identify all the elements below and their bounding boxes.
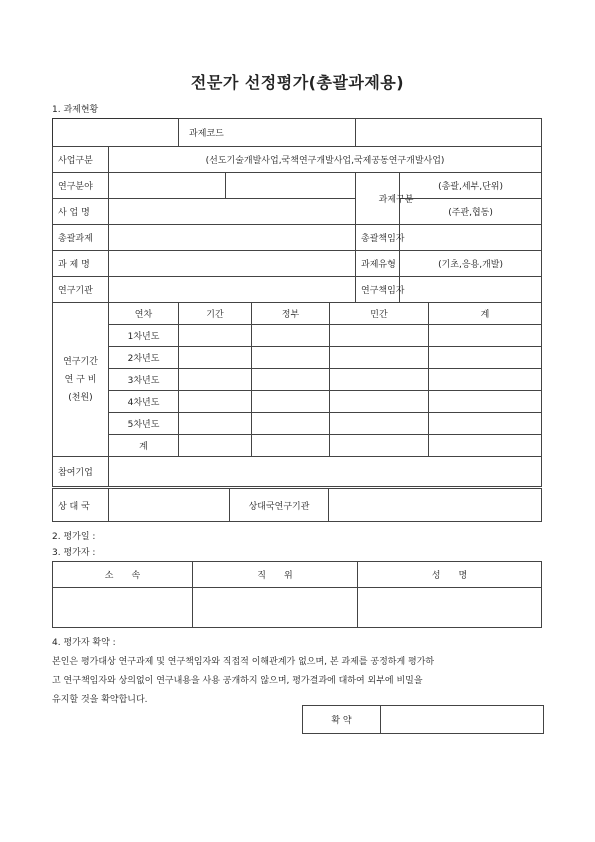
year-label: 5차년도 (109, 413, 179, 435)
cost-label: 연 구 비 (64, 374, 97, 385)
task-kind-options[interactable]: (기초,응용,개발) (400, 251, 542, 277)
project-type-label: 사업구분 (53, 147, 109, 173)
col-government: 정부 (252, 303, 330, 325)
task-kind-label: 과제유형 (356, 251, 400, 277)
main-lead-label: 총괄책임자 (356, 225, 400, 251)
cell-total[interactable] (429, 347, 542, 369)
row-partner (53, 489, 542, 522)
pledge-line: 고 연구책임자와 상의없이 연구내용을 사용 공개하지 않으며, 평가결과에 대하여 외부에 비밀을 (52, 676, 423, 686)
period-cost-label (53, 303, 109, 457)
cost-row-1 (53, 325, 542, 347)
researcher-lead-value[interactable] (400, 277, 542, 303)
row-project-name (53, 199, 542, 225)
year-label: 2차년도 (109, 347, 179, 369)
evaluator-heading: 3. 평가자 : (52, 548, 96, 558)
cell-private[interactable] (330, 347, 429, 369)
position-field[interactable] (193, 588, 358, 628)
year-label: 1차년도 (109, 325, 179, 347)
cost-row-4 (53, 391, 542, 413)
section-overview-heading: 1. 과제현황 (52, 105, 99, 115)
cell-gov[interactable] (252, 325, 330, 347)
name-field[interactable] (358, 588, 542, 628)
cell-total[interactable] (429, 391, 542, 413)
partner-country-label: 상 대 국 (53, 489, 109, 522)
cost-header-row (53, 303, 542, 325)
cell-private[interactable] (330, 369, 429, 391)
row-task-name (53, 251, 542, 277)
main-task-label: 총괄과제 (53, 225, 109, 251)
year-label: 3차년도 (109, 369, 179, 391)
cell-period[interactable] (179, 325, 252, 347)
pledge-text (52, 653, 545, 710)
col-private: 민간 (330, 303, 429, 325)
row-project-type (53, 147, 542, 173)
research-field-value[interactable] (109, 173, 226, 199)
pledge-sign-label: 확 약 (303, 706, 381, 734)
participants-value[interactable] (109, 457, 542, 487)
evaluation-date-label: 2. 평가일 : (52, 532, 96, 542)
task-category-label-cell (356, 173, 414, 225)
pledge-sign-field[interactable] (381, 706, 544, 734)
project-type-options[interactable]: (선도기술개발사업,국책연구개발사업,국제공동연구개발사업) (109, 147, 542, 173)
participants-label: 참여기업 (53, 457, 109, 487)
cost-row-2 (53, 347, 542, 369)
col-affiliation: 소 속 (53, 562, 193, 588)
pledge-line: 유지할 것을 확약합니다. (52, 695, 148, 705)
row-participants (53, 457, 542, 487)
pledge-heading: 4. 평가자 확약 : (52, 638, 116, 648)
partner-table (52, 488, 542, 522)
institution-label: 연구기관 (53, 277, 109, 303)
cell-gov[interactable] (252, 369, 330, 391)
cell-private[interactable] (330, 391, 429, 413)
task-code-field[interactable] (356, 119, 542, 147)
page-title: 전문가 선정평가(총괄과제용) (190, 73, 405, 92)
main-lead-value[interactable] (400, 225, 542, 251)
research-field-label: 연구분야 (53, 173, 109, 199)
cost-table (52, 302, 542, 487)
cell-period[interactable] (179, 347, 252, 369)
cell-gov[interactable] (252, 391, 330, 413)
affiliation-field[interactable] (53, 588, 193, 628)
cell-total[interactable] (429, 435, 542, 457)
cell-period[interactable] (179, 435, 252, 457)
cell-period[interactable] (179, 391, 252, 413)
pledge-sign-row (303, 706, 544, 734)
col-year: 연차 (109, 303, 179, 325)
year-label: 4차년도 (109, 391, 179, 413)
evaluator-row (53, 588, 542, 628)
col-position: 직 위 (193, 562, 358, 588)
cell-gov[interactable] (252, 435, 330, 457)
cell-total[interactable] (429, 369, 542, 391)
research-field-value-2[interactable] (226, 173, 356, 199)
main-task-value[interactable] (109, 225, 356, 251)
cell-period[interactable] (179, 413, 252, 435)
project-name-label: 사 업 명 (53, 199, 109, 225)
row-research-field (53, 173, 542, 199)
task-category-label: 과제구분 (378, 195, 414, 205)
cell-gov[interactable] (252, 413, 330, 435)
task-name-label: 과 제 명 (53, 251, 109, 277)
cell-private[interactable] (330, 413, 429, 435)
cell-total[interactable] (429, 325, 542, 347)
row-institution (53, 277, 542, 303)
task-category-opt2[interactable]: (주관,협동) (400, 199, 542, 225)
partner-country-value[interactable] (109, 489, 230, 522)
col-total: 계 (429, 303, 542, 325)
overview-table (52, 118, 542, 303)
cell-private[interactable] (330, 325, 429, 347)
cell-period[interactable] (179, 369, 252, 391)
col-period: 기간 (179, 303, 252, 325)
cost-row-5 (53, 413, 542, 435)
cell-total[interactable] (429, 413, 542, 435)
institution-value[interactable] (109, 277, 356, 303)
partner-institution-value[interactable] (329, 489, 542, 522)
partner-institution-label: 상대국연구기관 (230, 489, 329, 522)
pledge-line: 본인은 평가대상 연구과제 및 연구책임자와 직접적 이해관계가 없으며, 본 과제를 공정하게 평가하 (52, 657, 435, 667)
col-name: 성 명 (358, 562, 542, 588)
cell-private[interactable] (330, 435, 429, 457)
task-name-value[interactable] (109, 251, 356, 277)
researcher-lead-label: 연구책임자 (356, 277, 400, 303)
task-code-label: 과제코드 (179, 119, 356, 147)
pledge-sign-table (302, 705, 544, 734)
cell-gov[interactable] (252, 347, 330, 369)
year-label: 계 (109, 435, 179, 457)
evaluator-table (52, 561, 542, 628)
cost-row-total (53, 435, 542, 457)
cost-row-3 (53, 369, 542, 391)
task-category-opt1[interactable]: (총괄,세부,단위) (400, 173, 542, 199)
period-label: 연구기간 (63, 356, 98, 367)
unit-label: (천원) (68, 392, 93, 403)
row-task-code (53, 119, 542, 147)
evaluator-header-row (53, 562, 542, 588)
project-name-value[interactable] (109, 199, 356, 225)
row-main-task (53, 225, 542, 251)
